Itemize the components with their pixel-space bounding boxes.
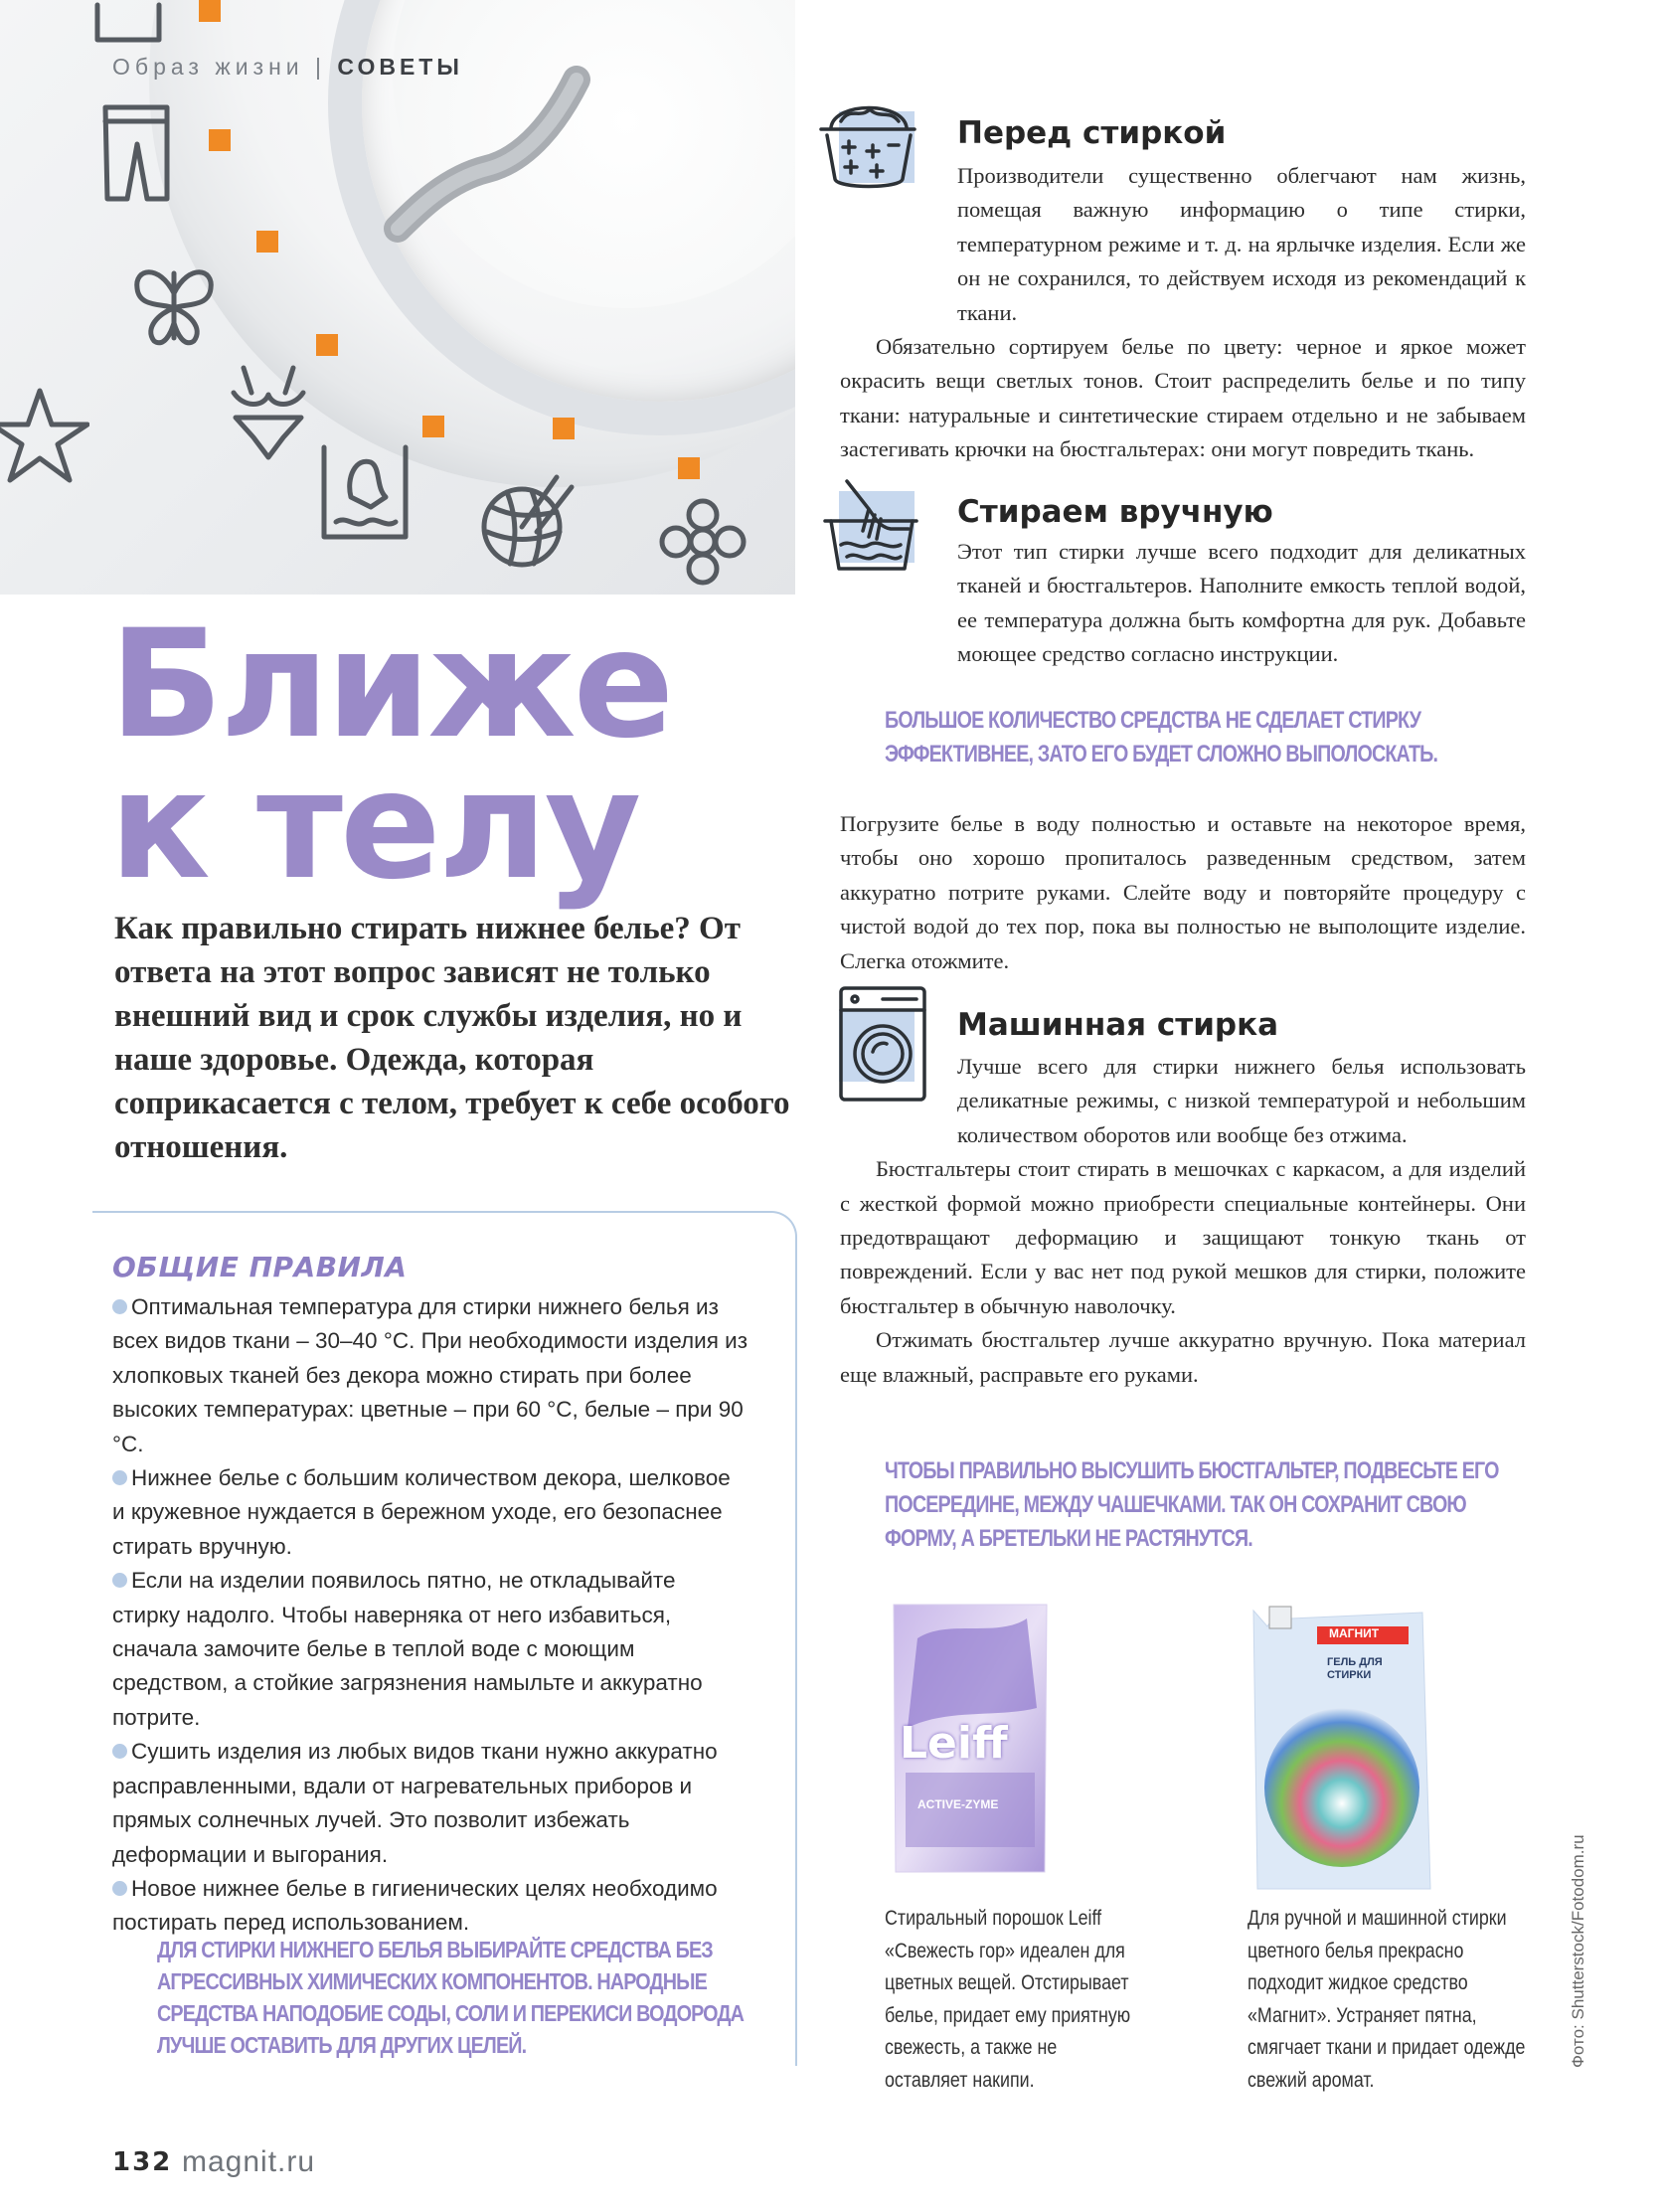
list-item: Сушить изделия из любых видов ткани нужно аккуратно расправленными, вдали от нагревательных приборов и прямых солнечных лучей. Это позволит избежать деформации и выгорания. xyxy=(112,1739,718,1867)
product-brand: МАГНИТ xyxy=(1329,1626,1380,1640)
paragraph: Производители существенно облегчают нам жизнь, помещая важную информацию о типе стирки, температурном режиме и т. д. на ярлычке изделия. Если же он не сохранился, то действуем исходя из рекомендаций к ткани. xyxy=(957,163,1526,325)
section-body-machine xyxy=(840,1050,1526,1392)
footer-site: magnit.ru xyxy=(182,2145,316,2178)
section-title-before: Перед стиркой xyxy=(957,115,1227,151)
section-body-hand xyxy=(840,535,1526,672)
section-body-before xyxy=(840,159,1526,467)
list-item: Нижнее белье с большим количеством декора, шелковое и кружевное нуждается в бережном уходе, его безопаснее стирать вручную. xyxy=(112,1465,731,1559)
product-label: ACTIVE-ZYME xyxy=(917,1797,999,1811)
article-lead: Как правильно стирать нижнее белье? От ответа на этот вопрос зависят не только внешний вид и срок службы изделия, но и наше здоровье. Одежда, которая соприкасается с телом, требует к себе особого отношения. xyxy=(114,911,790,1165)
knob-handle xyxy=(378,60,596,258)
page-number: 132 xyxy=(112,2147,173,2177)
product-label: ГЕЛЬ ДЛЯ СТИРКИ xyxy=(1327,1656,1383,1681)
list-item: Новое нижнее белье в гигиенических целях необходимо постирать перед использованием. xyxy=(112,1875,718,1936)
section-label: Образ жизни | СОВЕТЫ xyxy=(112,54,463,80)
paragraph: Бюстгальтеры стоит стирать в мешочках с каркасом, а для изделий с жесткой формой можно приобрести специальные контейнеры. Они предотвращают деформацию и защищают тонкую ткань от повреждений. Если у вас нет под рукой мешков для стирки, положите бюстгальтер в обычную наволочку. xyxy=(840,1156,1526,1318)
hand-wash-tip: БОЛЬШОЕ КОЛИЧЕСТВО СРЕДСТВА НЕ СДЕЛАЕТ СТИРКУ ЭФФЕКТИВНЕЕ, ЗАТО ЕГО БУДЕТ СЛОЖНО ВЫПОЛОСКАТЬ. xyxy=(885,707,1438,767)
paragraph: Этот тип стирки лучше всего подходит для деликатных тканей и бюстгальтеров. Наполните емкость теплой водой, ее температура должна быть комфортна для рук. Добавьте моющее средство согласно инструкции. xyxy=(957,539,1526,667)
paragraph: Отжимать бюстгальтер лучше аккуратно вручную. Пока материал еще влажный, расправьте его руками. xyxy=(840,1327,1526,1387)
paragraph: Лучше всего для стирки нижнего белья использовать деликатные режимы, с низкой температурой и небольшим количеством оборотов или вообще без отжима. xyxy=(957,1054,1526,1147)
article-title xyxy=(109,598,805,913)
section-title-hand: Стираем вручную xyxy=(957,494,1273,530)
trousers-icon xyxy=(97,99,177,209)
bullet-dot-icon xyxy=(112,1744,127,1759)
bikini-icon xyxy=(224,363,313,462)
bullet-dot-icon xyxy=(112,1299,127,1314)
butterfly-icon xyxy=(129,254,219,353)
flower-icon xyxy=(656,495,750,590)
paragraph: Погрузите белье в воду полностью и оставьте на некоторое время, чтобы оно хорошо пропиталось разведенным средством, затем аккуратно потрите руками. Слейте воду и повторяйте процедуру с чистой водой до тех пор, пока вы полностью не выполощите изделие. Слегка отожмите. xyxy=(840,811,1526,973)
rules-list xyxy=(112,1290,748,1941)
bullet-dot-icon xyxy=(112,1470,127,1485)
section-title-machine: Машинная стирка xyxy=(957,1007,1279,1043)
photo-credit: Фото: Shutterstock/Fotodom.ru xyxy=(1569,1834,1587,2068)
rules-tip: ДЛЯ СТИРКИ НИЖНЕГО БЕЛЬЯ ВЫБИРАЙТЕ СРЕДСТВА БЕЗ АГРЕССИВНЫХ ХИМИЧЕСКИХ КОМПОНЕНТОВ. НАРОДНЫЕ СРЕДСТВА НАПОДОБИЕ СОДЫ, СОЛИ И ПЕРЕКИСИ ВОДОРОДА ЛУЧШЕ ОСТАВИТЬ ДЛЯ ДРУГИХ ЦЕЛЕЙ. xyxy=(157,1937,745,2058)
handwash-basin-icon xyxy=(316,437,416,547)
hand-wash-continued xyxy=(840,807,1526,978)
product-caption-magnit: Для ручной и машинной стирки цветного белья прекрасно подходит жидкое средство «Магнит». Устраняет пятна, смягчает ткани и придает одежде свежий аромат. xyxy=(1247,1907,1526,2092)
title-line-2: к телу xyxy=(109,740,639,913)
star-icon xyxy=(0,383,89,492)
product-image-leiff xyxy=(888,1599,1053,1882)
bullet-dot-icon xyxy=(112,1573,127,1588)
hero-photo xyxy=(0,0,795,595)
yarn-ball-icon xyxy=(472,467,582,577)
bullet-dot-icon xyxy=(112,1881,127,1896)
list-item: Оптимальная температура для стирки нижнего белья из всех видов ткани – 30–40 °С. При необходимости изделия из хлопковых тканей без декора можно стирать при более высоких температурах: цветные – при 60 °С, белые – при 90 °С. xyxy=(112,1294,748,1456)
machine-wash-tip: ЧТОБЫ ПРАВИЛЬНО ВЫСУШИТЬ БЮСТГАЛЬТЕР, ПОДВЕСЬТЕ ЕГО ПОСЕРЕДИНЕ, МЕЖДУ ЧАШЕЧКАМИ. ТАК ОН СОХРАНИТ СВОЮ ФОРМУ, А БРЕТЕЛЬКИ НЕ РАСТЯНУТСЯ. xyxy=(885,1457,1499,1552)
product-brand: Leiff xyxy=(900,1718,1008,1769)
title-line-1: Ближе xyxy=(109,598,672,771)
product-image-magnit xyxy=(1247,1599,1436,1897)
product-caption-leiff: Стиральный порошок Leiff «Свежесть гор» идеален для цветных вещей. Отстирывает белье, придает ему приятную свежесть, а также не оставляет накипи. xyxy=(885,1907,1131,2092)
list-item: Если на изделии появилось пятно, не откладывайте стирку надолго. Чтобы наверняка от него избавиться, сначала замочите белье в теплой воде с моющим средством, а стойкие загрязнения намыльте и аккуратно потрите. xyxy=(112,1568,703,1730)
shirt-icon xyxy=(89,0,169,50)
paragraph: Обязательно сортируем белье по цвету: черное и яркое может окрасить вещи светлых тонов. Стоит распределить белье и по типу ткани: натуральные и синтетические стираем отдельно и не забываем застегивать крючки на бюстгальтерах: они могут повредить ткань. xyxy=(840,334,1526,462)
rules-heading: ОБЩИЕ ПРАВИЛА xyxy=(112,1251,408,1283)
